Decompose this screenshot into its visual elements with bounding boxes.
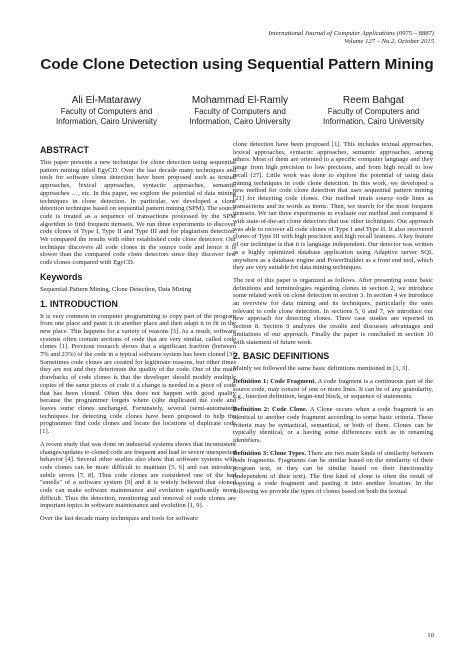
definition-title: Definition 3: Clone Types. [233, 449, 306, 457]
definition-text: There are two main kinds of similarity between code fragments. Fragments can be similar based on the similarity of their program text, or they can be similar based on their functionality (independent of their text). The first kind of clone is often the result of copying a code fragment and pasting it into another location. In the following we provide the types of clones based on both the textual [233, 449, 433, 496]
definition-text: A Clone occurs when a code fragment is an identical to another code fragment according to some basic criteria. These criteria may be syntactical, semantical, or both of them. Clones can be typically identical, or a having some differences such as in renaming identifiers. [233, 406, 433, 444]
paragraph: clone detection have been proposed [1]. This includes textual approaches, lexical approaches, syntactic approaches, semantic approaches, among others. Most of them are oriented to a specific computer language and they range from high precision to low precision, and from high recall to low recall [27]. Little work was done to explore the potential of using data mining techniques in code clone detection. In this work, we developed a new method for code clone detection that uses sequential pattern mining [21] for detecting code clones. Our method treats source code lines as transactions and its words as items. Then, we search for the most frequent itemsets. We ran three experiments to evaluate our method and compared it with state-of-the-art clone detectors that use other techniques. Our approach was able to recover all code clones of Type I and Type II. It also recovered clones of Type III with high precision and high recall features. A key feature of our technique is that it is language independent. Our detector was written as a highly optimized database application using Adaptive server SQL anywhere as a database engine and PowerBuilder as a front end tool, which they are very suitable for data mining techniques. [233, 141, 433, 272]
left-column [40, 141, 236, 528]
definition-1 [233, 378, 433, 401]
definition-2 [233, 406, 433, 445]
keywords-text: Sequential Pattern Mining, Clone Detection, Data Mining [40, 285, 192, 293]
journal-name: International Journal of Computer Applications (0975 – 8887) [268, 30, 434, 37]
paragraph: A recent study that was done on industrial systems shows that inconsistent changes/updates to cloned code are frequent and lead to severe unexpected behavior [4]. Several other studies also show that software systems with code clones can be more difficult to maintain [5, 6] and can introduce subtle errors [7, 8]. Thus code clones are considered one of the bad "smells" of a software system [9] and it is widely believed that cloned code can make software maintenance and evolution significantly more difficult. Thus the detection, monitoring and removal of code clones are important topics in software maintenance and evolution [1, 9]. [40, 440, 236, 510]
author-affiliation: Information, Cairo University [323, 116, 424, 126]
paragraph: Mainly we followed the same basic definitions mentioned in [1, 3]. [233, 365, 409, 373]
paragraph: It is very common in computer programming to copy part of the program from one place and paste it in another place and then adapt it to fit in the new place. This happens for a variety of reasons [3]. As a result, software systems often contain sections of code that are very similar, called code clones [1]. Previous research shows that a significant fraction (between 7% and 23%) of the code in a typical software system has been cloned [3]. Sometimes code clones are created for legitimate reasons, but other times they are not and they deteriorate the quality of the code. One of the main drawbacks of code clones is that the developer should modify multiple copies of the same pieces of code if a change is needed in a piece of code that has been cloned. Often this does not happen with good quality because the programmer forgets where (s)he duplicated the code and leaves some clones unchanged. Fortunately, several (semi-automated) techniques for detecting code clones have been proposed to help the programmer find code clones and locate the locations of duplicate code [1]. [40, 312, 236, 436]
author-affiliation: Faculty of Computers and [327, 107, 420, 116]
basic-definitions-heading: 2. BASIC DEFINITIONS [233, 351, 330, 362]
paragraph: Over the last decade many techniques and tools for software [40, 515, 198, 523]
page-number: 10 [427, 632, 434, 639]
author-list [40, 95, 440, 126]
journal-header [134, 30, 434, 47]
journal-volume: Volume 127 – No.2, October 2015 [344, 38, 434, 46]
definition-title: Definition 2: Code Clone. [233, 406, 308, 414]
author-affiliation: Information, Cairo University [56, 116, 157, 126]
abstract-heading: ABSTRACT [40, 145, 89, 155]
author-name: Ali El-Matarawy [71, 95, 142, 106]
author-affiliation: Information, Cairo University [189, 116, 291, 126]
abstract-text: This paper presents a new technique for clone detection using sequential pattern mining titled EgyCD. Over the last decade many techniques and tools for software clone detection have been proposed such as textual approaches, lexical approaches, syntactic approaches, semantic approaches …, etc. In this paper, we explore the potential of data mining techniques in clone detection. In particular, we developed a clone detection technique based on sequential pattern mining (SPM). The source code is treated as a sequence of transactions processed by the SPM algorithm to find frequent itemsets. We run three experiments to discover code clones of Type I, Type II and Type III and for plagiarism detection. We compared the results with other established code clone detectors. Our technique discovers all code clones in the source code and hence it is slower than the compared code clone detectors since they discover few code clones compared with EgyCD. [40, 159, 236, 267]
author-name: Mohammad El-Ramly [191, 95, 289, 106]
introduction-heading: 1. INTRODUCTION [40, 298, 118, 309]
paper-title: Code Clone Detection using Sequential Pattern Mining [40, 56, 434, 73]
author-affiliation: Faculty of Computers and [60, 107, 153, 116]
definition-title: Definition 1: Code Fragment. [233, 377, 317, 385]
keywords-heading: Keywords [40, 271, 83, 282]
author-3 [307, 95, 440, 126]
definition-3 [233, 450, 433, 496]
author-affiliation: Faculty of Computers and [194, 107, 286, 116]
definition-text: A code fragment is a continuous part of the source code, may consist of one or more lines. It can be of any granularity, e.g., function definition, begin-end block, or sequence of statements. [233, 377, 433, 401]
right-column [233, 141, 433, 501]
paragraph: The rest of this paper is organized as follows. After presenting some basic definitions and terminologies regarding clones in section 2, we introduce some related work on clone detection in section 3. In section 4 we introduce an overview for data mining and its techniques, particularly the ones relevant to code clone detection. In sections 5, 6 and 7, we introduce our new approach for detecting clones. Three case studies are reported in section 8. Section 9 analyzes the results and discusses advantages and limitations of our approach. Finally the paper is concluded in section 10 with statement of future work. [233, 276, 433, 346]
author-name: Reem Bahgat [342, 95, 405, 106]
author-2 [174, 95, 307, 126]
author-1 [40, 95, 173, 126]
